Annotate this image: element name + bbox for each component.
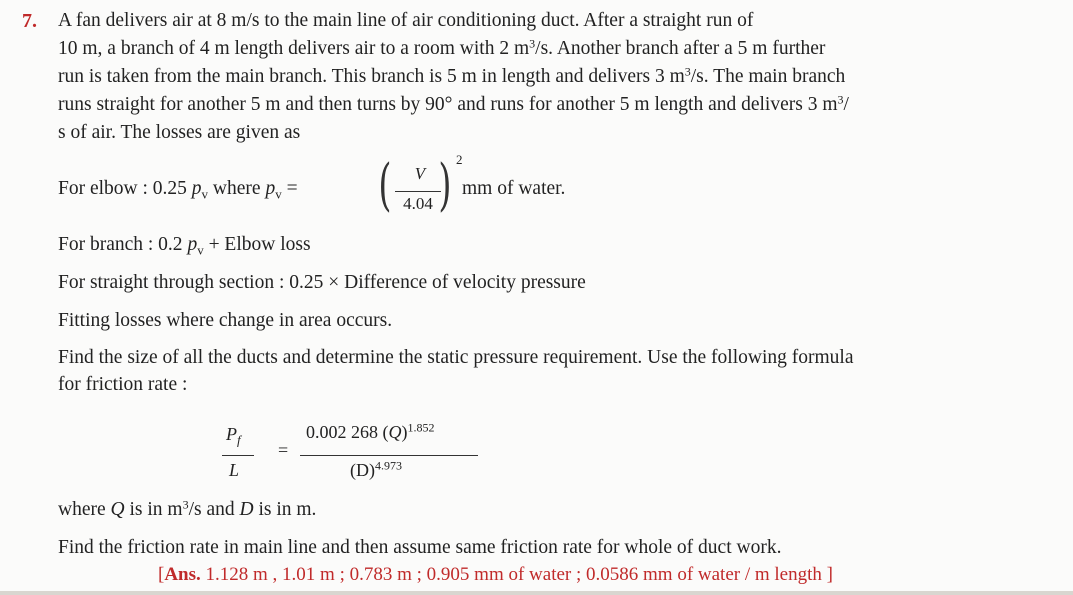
question-line-1: A fan delivers air at 8 m/s to the main line of air conditioning duct. After a straight run of: [58, 10, 754, 31]
find-size-line-2: for friction rate :: [58, 374, 188, 395]
straight-section-line: For straight through section : 0.25 × Difference of velocity pressure: [58, 272, 586, 293]
question-line-2-tail: /s. Another branch after a 5 m further: [535, 38, 826, 59]
where-text: where: [58, 499, 111, 520]
elbow-loss-line: [58, 175, 298, 203]
friction-rate-formula: [222, 418, 492, 488]
elbow-unit: mm of water.: [462, 178, 566, 199]
elbow-label: For elbow : 0.25: [58, 178, 192, 199]
question-line-3-tail: /s. The main branch: [690, 66, 846, 87]
cube-superscript: 3: [529, 36, 536, 51]
diameter-symbol: D: [239, 499, 254, 520]
formula-denominator: [350, 460, 402, 481]
velocity-pressure-fraction: [378, 152, 463, 224]
branch-loss-line: [58, 231, 311, 259]
flow-symbol: Q: [110, 499, 125, 520]
flow-symbol: Q: [388, 422, 402, 442]
where-and: /s and: [188, 499, 240, 520]
question-line-5: s of air. The losses are given as: [58, 122, 301, 143]
formula-coefficient: 0.002 268 (: [306, 422, 389, 442]
units-line: [58, 496, 316, 524]
answer-line: [158, 561, 833, 589]
cube-superscript: 3: [182, 497, 189, 512]
formula-close-paren: ): [401, 422, 408, 442]
branch-tail: + Elbow loss: [203, 234, 311, 255]
right-fraction-bar: [300, 455, 478, 456]
pv-symbol: p: [187, 234, 198, 255]
fraction-bar: [395, 191, 441, 192]
elbow-where: where: [208, 178, 266, 199]
pf-subscript: f: [237, 432, 241, 448]
where-unit-q: is in m: [124, 499, 183, 520]
formula-equals: =: [278, 440, 289, 460]
fitting-losses-line: Fitting losses where change in area occurs.: [58, 310, 393, 331]
pv-subscript: v: [275, 186, 282, 202]
elbow-equals: =: [281, 178, 298, 199]
d-exponent: 4.973: [375, 458, 402, 473]
friction-rate-line: Find the friction rate in main line and then assume same friction rate for whole of duct work.: [58, 537, 782, 558]
pv-symbol: p: [265, 178, 276, 199]
question-line-4: [58, 91, 1026, 119]
find-size-line-1: Find the size of all the ducts and determine the static pressure requirement. Use the following formula: [58, 347, 854, 368]
answer-label: Ans.: [164, 564, 201, 585]
question-line-3: [58, 63, 1026, 91]
answer-open-bracket: [: [158, 564, 165, 585]
right-parenthesis: ): [438, 153, 452, 218]
fraction-denominator: 4.04: [403, 194, 433, 213]
question-number: 7.: [22, 10, 37, 32]
pf-symbol: [226, 424, 241, 448]
where-unit-d: is in m.: [253, 499, 317, 520]
length-symbol: L: [229, 460, 240, 480]
cube-superscript: 3: [837, 92, 844, 107]
formula-numerator: [306, 422, 435, 443]
pv-subscript: v: [201, 186, 209, 202]
question-line-2-text: 10 m, a branch of 4 m length delivers air to a room with 2 m: [58, 38, 530, 59]
left-parenthesis: (: [378, 153, 392, 218]
fraction-numerator: V: [414, 164, 426, 183]
left-fraction-bar: [222, 455, 254, 456]
question-line-2: [58, 35, 1026, 63]
answer-text: 1.128 m , 1.01 m ; 0.783 m ; 0.905 mm of water ; 0.0586 mm of water / m length ]: [200, 564, 833, 585]
branch-label: For branch : 0.2: [58, 234, 188, 255]
pv-symbol: p: [191, 178, 202, 199]
question-line-4-tail: /: [843, 94, 849, 115]
question-line-4-text: runs straight for another 5 m and then turns by 90° and runs for another 5 m length and delivers 3 m: [58, 94, 838, 115]
diameter-symbol: (D): [350, 460, 375, 480]
question-paragraph: [58, 7, 1026, 147]
page-bottom-edge: [0, 591, 1073, 595]
pf-letter: P: [226, 424, 237, 444]
fraction-exponent: 2: [456, 152, 463, 167]
cube-superscript: 3: [684, 64, 691, 79]
pv-subscript: v: [197, 242, 204, 258]
q-exponent: 1.852: [407, 420, 435, 435]
question-line-3-text: run is taken from the main branch. This branch is 5 m in length and delivers 3 m: [58, 66, 685, 87]
